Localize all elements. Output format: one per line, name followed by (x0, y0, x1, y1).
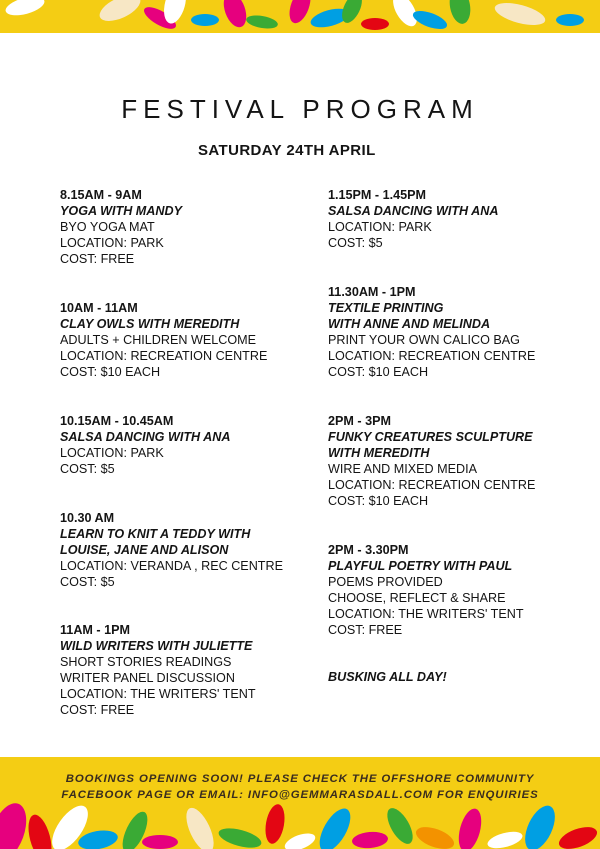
footer-line-1: BOOKINGS OPENING SOON! PLEASE CHECK THE OFFSHORE COMMUNITY (65, 773, 535, 785)
event-name: YOGA WITH MANDY (60, 204, 182, 218)
event-cost: COST: $5 (328, 236, 383, 250)
page-title: FESTIVAL PROGRAM (121, 94, 479, 124)
event-name: WILD WRITERS WITH JULIETTE (60, 639, 253, 653)
event-name: CLAY OWLS WITH MEREDITH (60, 317, 240, 331)
hands-pattern-bottom (0, 802, 600, 849)
event-detail: CHOOSE, REFLECT & SHARE (328, 591, 506, 605)
event-location: LOCATION: VERANDA , REC CENTRE (60, 559, 283, 573)
footer-bookings-bar (0, 757, 600, 807)
event-detail: PRINT YOUR OWN CALICO BAG (328, 333, 520, 347)
hands-pattern-top (0, 0, 600, 33)
event-name: PLAYFUL POETRY WITH PAUL (328, 559, 513, 573)
event-cost: COST: FREE (60, 252, 135, 266)
event-time: 2PM - 3PM (328, 414, 391, 428)
event-time: 10.30 AM (60, 511, 115, 525)
event-location: LOCATION: PARK (60, 446, 164, 460)
busking-note: BUSKING ALL DAY! (328, 670, 447, 684)
event-date: SATURDAY 24TH APRIL (198, 142, 376, 159)
event-block-yoga (60, 187, 325, 267)
event-time: 11.30AM - 1PM (328, 285, 416, 299)
event-block-salsa-afternoon (328, 187, 593, 251)
event-name: SALSA DANCING WITH ANA (328, 204, 499, 218)
footer-line-2: FACEBOOK PAGE OR EMAIL: INFO@GEMMARASDALL.COM FOR ENQUIRIES (61, 789, 539, 801)
event-detail: WRITER PANEL DISCUSSION (60, 671, 235, 685)
event-time: 8.15AM - 9AM (60, 188, 142, 202)
event-cost: COST: $10 EACH (328, 365, 429, 379)
event-block-knit-teddy (60, 510, 325, 590)
event-detail: WIRE AND MIXED MEDIA (328, 462, 478, 476)
event-detail: BYO YOGA MAT (60, 220, 155, 234)
event-location: LOCATION: THE WRITERS' TENT (60, 687, 256, 701)
top-hands-banner (0, 0, 600, 33)
event-block-funky-creatures (328, 413, 593, 509)
event-block-wild-writers (60, 622, 325, 718)
event-detail: ADULTS + CHILDREN WELCOME (60, 333, 257, 347)
event-name: LEARN TO KNIT A TEDDY WITH (60, 527, 251, 541)
event-time: 10.15AM - 10.45AM (60, 414, 174, 428)
footer-notice (0, 771, 600, 803)
event-cost: COST: $10 EACH (328, 494, 429, 508)
event-name-line2: LOUISE, JANE AND ALISON (60, 543, 229, 557)
event-location: LOCATION: PARK (328, 220, 432, 234)
event-location: LOCATION: RECREATION CENTRE (328, 349, 536, 363)
event-cost: COST: $10 EACH (60, 365, 161, 379)
event-cost: COST: FREE (328, 623, 403, 637)
event-name-line2: WITH ANNE AND MELINDA (328, 317, 491, 331)
event-name: TEXTILE PRINTING (328, 301, 444, 315)
event-block-clay-owls (60, 300, 325, 380)
event-time: 1.15PM - 1.45PM (328, 188, 426, 202)
event-time: 2PM - 3.30PM (328, 543, 409, 557)
event-name: SALSA DANCING WITH ANA (60, 430, 231, 444)
event-time: 10AM - 11AM (60, 301, 138, 315)
event-name: FUNKY CREATURES SCULPTURE (328, 430, 533, 444)
event-cost: COST: FREE (60, 703, 135, 717)
event-location: LOCATION: RECREATION CENTRE (60, 349, 268, 363)
event-block-playful-poetry (328, 542, 593, 638)
event-location: LOCATION: PARK (60, 236, 164, 250)
bottom-hands-banner (0, 802, 600, 849)
event-detail: SHORT STORIES READINGS (60, 655, 232, 669)
event-cost: COST: $5 (60, 462, 115, 476)
event-block-salsa-morning (60, 413, 325, 477)
event-location: LOCATION: THE WRITERS' TENT (328, 607, 524, 621)
event-name-line2: WITH MEREDITH (328, 446, 430, 460)
event-location: LOCATION: RECREATION CENTRE (328, 478, 536, 492)
event-time: 11AM - 1PM (60, 623, 130, 637)
event-block-textile-printing (328, 284, 593, 380)
event-detail: POEMS PROVIDED (328, 575, 443, 589)
event-cost: COST: $5 (60, 575, 115, 589)
